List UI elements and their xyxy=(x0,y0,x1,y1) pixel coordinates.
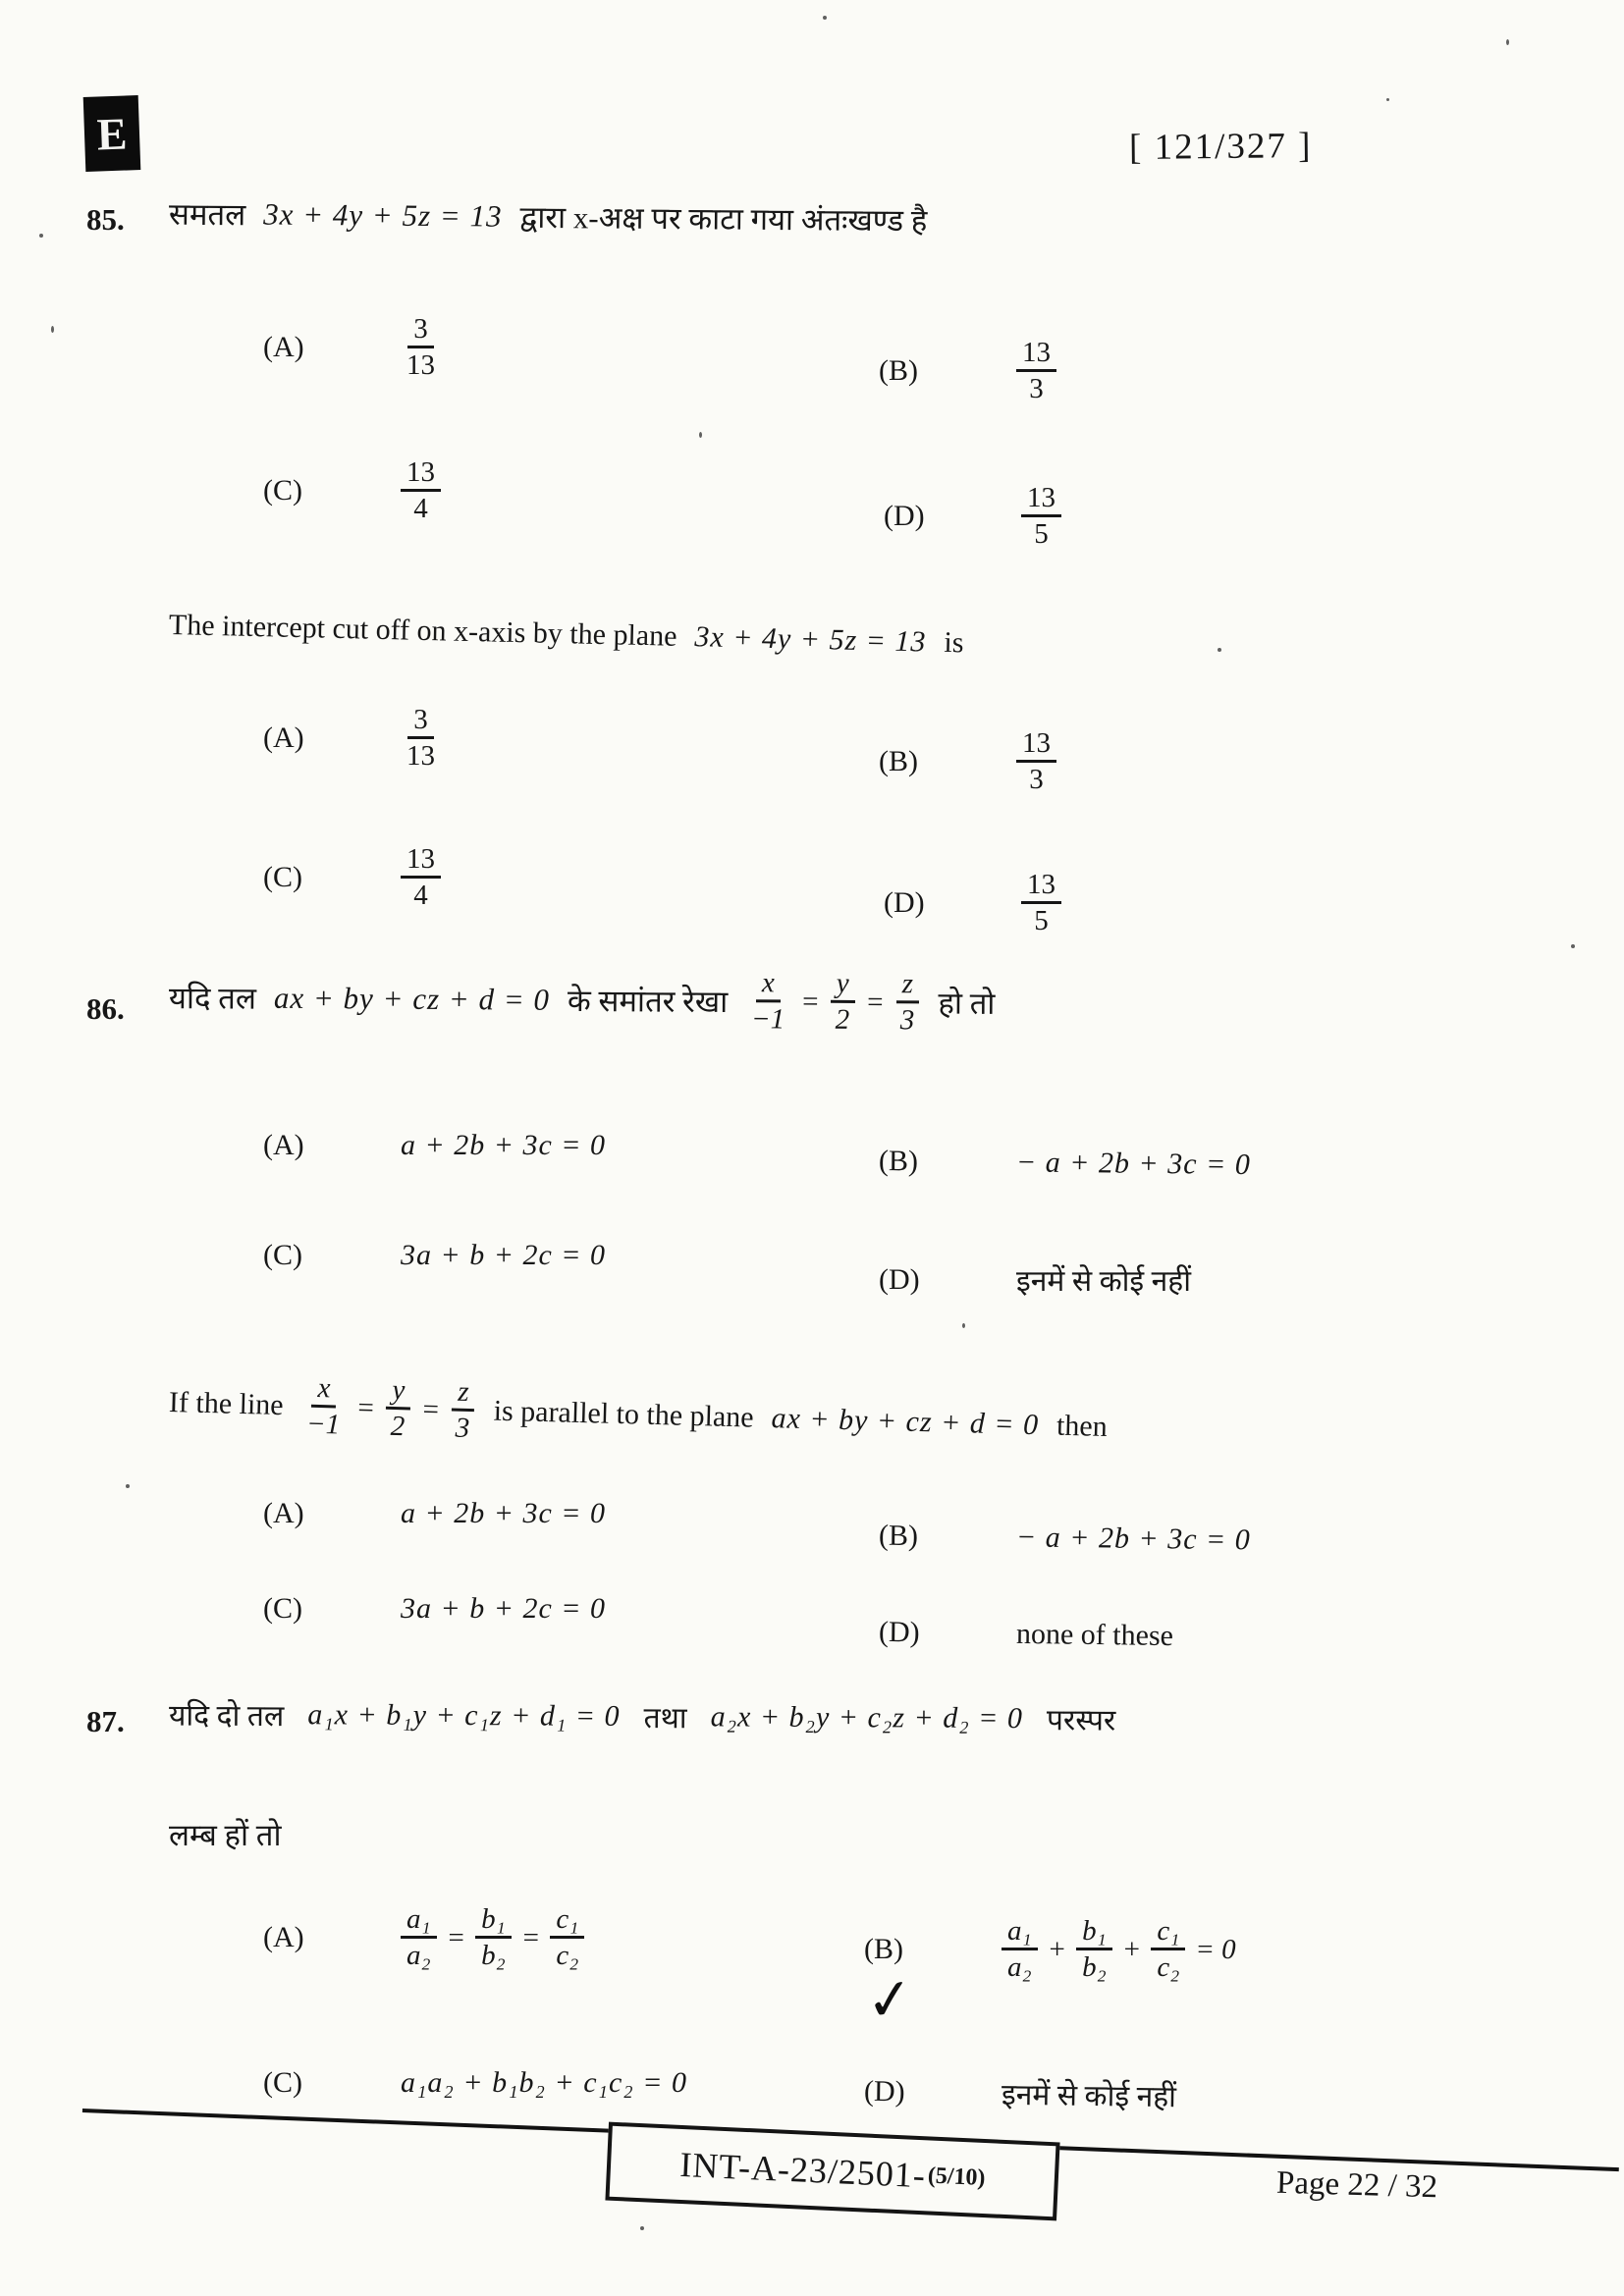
q87-option-a-expression xyxy=(401,1904,584,1972)
question-85-english-statement xyxy=(169,609,964,660)
q87-hindi-mid: तथा xyxy=(643,1702,687,1735)
scan-speck xyxy=(1386,98,1389,101)
scan-speck xyxy=(699,432,702,438)
option-value: none of these xyxy=(1015,1617,1174,1653)
q87-option-b xyxy=(862,1915,1238,2036)
q87-option-c xyxy=(263,2066,687,2100)
option-label: (B) xyxy=(864,1933,903,1966)
q86-line-equation-english xyxy=(300,1373,477,1445)
option-value: इनमें से कोई नहीं xyxy=(1001,2078,1177,2114)
question-86-number: 86. xyxy=(86,991,125,1026)
option-label: (D) xyxy=(879,1262,920,1296)
booklet-series-letter: E xyxy=(95,107,129,160)
equals-sign: = xyxy=(355,1391,376,1424)
fraction: $\frac{\text{c₁}}{\text{c₂}}$ xyxy=(550,1904,584,1972)
q85-english-suffix: is xyxy=(944,625,964,660)
q85-english-option-c xyxy=(263,844,441,912)
q86-hindi-option-d xyxy=(879,1259,1191,1300)
q86-hindi-prefix: यदि तल xyxy=(168,981,257,1016)
paper-code-header: [ 121/327 ] xyxy=(1128,126,1313,168)
option-label: (C) xyxy=(263,1592,302,1625)
scan-speck xyxy=(962,1323,965,1328)
option-label-wrap xyxy=(862,1933,1001,2036)
option-value: इनमें से कोई नहीं xyxy=(1016,1265,1191,1298)
option-label: (A) xyxy=(263,331,304,364)
option-label: (A) xyxy=(263,1497,304,1529)
equals-sign: = xyxy=(520,1921,541,1953)
q85-hindi-prefix: समतल xyxy=(168,196,246,233)
fraction: $\frac{13}{3}$ xyxy=(1016,728,1056,796)
q87-option-b-expression xyxy=(1001,1916,1238,1984)
question-85-hindi-statement xyxy=(169,193,928,241)
question-87-hindi-statement-line2 xyxy=(169,1814,281,1855)
fraction: $\frac{\text{b₁}}{\text{b₂}}$ xyxy=(475,1904,512,1972)
option-value: 3a + b + 2c = 0 xyxy=(401,1592,607,1625)
question-87-hindi-statement-line1 xyxy=(169,1693,1115,1738)
equals-sign: = xyxy=(420,1393,441,1426)
q85-english-option-d xyxy=(884,870,1061,937)
paper-code-suffix: (5/10) xyxy=(927,2162,987,2191)
option-label: (A) xyxy=(263,1129,304,1161)
option-label: (B) xyxy=(878,1145,919,1178)
scan-speck xyxy=(126,1484,130,1488)
q86-hindi-option-b xyxy=(879,1145,1251,1182)
fraction: $\frac{3}{13}$ xyxy=(406,313,435,382)
fraction: $\frac{13}{5}$ xyxy=(1021,483,1061,551)
option-label: (B) xyxy=(879,745,918,778)
q86-hindi-mid: के समांतर रेखा xyxy=(567,984,729,1020)
option-label: (C) xyxy=(263,1239,302,1271)
q86-english-option-c xyxy=(263,1592,606,1626)
q86-english-option-a xyxy=(263,1497,606,1530)
q87-hindi-line2: लम्ब हों तो xyxy=(169,1818,282,1852)
equals-sign: = xyxy=(800,986,820,1018)
fraction: $\frac{13}{3}$ xyxy=(1016,338,1056,405)
question-85-number: 85. xyxy=(86,202,125,237)
fraction: $\frac{x}{-1}$ xyxy=(305,1371,341,1441)
q85-hindi-suffix: द्वारा x-अक्ष पर काटा गया अंतःखण्ड है xyxy=(519,199,928,239)
q86-plane-equation: ax + by + cz + d = 0 xyxy=(273,981,551,1018)
q85-english-prefix: The intercept cut off on x-axis by the plane xyxy=(168,609,677,653)
paper-code-box xyxy=(605,2122,1059,2221)
fraction: $\frac{y}{2}$ xyxy=(384,1375,411,1443)
option-label: (D) xyxy=(863,2074,905,2108)
option-label: (A) xyxy=(263,721,304,755)
scan-speck xyxy=(51,326,54,333)
q85-hindi-option-d xyxy=(884,483,1061,551)
q86-english-mid: is parallel to the plane xyxy=(493,1394,755,1434)
equals-zero: = 0 xyxy=(1195,1933,1236,1965)
fraction: $\frac{\text{a₁}}{\text{a₂}}$ xyxy=(1001,1916,1038,1984)
q85-hindi-option-a xyxy=(263,314,441,382)
scan-speck xyxy=(1506,39,1509,45)
plus-sign: + xyxy=(1121,1933,1142,1965)
q85-english-option-a xyxy=(263,705,441,773)
question-86-english-statement xyxy=(168,1369,1109,1462)
equals-sign: = xyxy=(446,1921,466,1953)
q86-english-option-b xyxy=(879,1520,1251,1558)
q87-plane2-equation: a₂x + b₂y + c₂z + d₂ = 0 xyxy=(710,1699,1024,1735)
scan-speck xyxy=(823,16,827,20)
scan-speck xyxy=(39,234,43,238)
question-86-hindi-statement xyxy=(169,964,996,1037)
q86-hindi-suffix: हो तो xyxy=(938,986,996,1022)
fraction: $\frac{\text{c₁}}{\text{c₂}}$ xyxy=(1151,1916,1185,1984)
fraction: $\frac{\text{a₁}}{\text{a₂}}$ xyxy=(401,1904,437,1972)
plus-sign: + xyxy=(1047,1933,1067,1965)
q87-plane1-equation: a₁x + b₁y + c₁z + d₁ = 0 xyxy=(307,1697,621,1733)
fraction: $\frac{x}{-1}$ xyxy=(750,967,785,1036)
option-value: a + 2b + 3c = 0 xyxy=(401,1129,607,1161)
option-label: (A) xyxy=(263,1921,304,1954)
fraction: $\frac{13}{5}$ xyxy=(1021,870,1061,937)
scan-speck xyxy=(1218,648,1221,652)
option-value: 3a + b + 2c = 0 xyxy=(401,1239,607,1271)
option-label: (D) xyxy=(884,500,925,533)
q86-english-option-d xyxy=(879,1616,1173,1653)
q87-hindi-suffix: परस्पर xyxy=(1046,1704,1116,1737)
q86-line-equation xyxy=(745,968,921,1037)
fraction: $\frac{z}{3}$ xyxy=(449,1377,476,1445)
paper-code: INT-A-23/2501- xyxy=(678,2144,927,2196)
option-label: (B) xyxy=(878,1519,919,1553)
q85-english-option-b xyxy=(879,728,1056,796)
booklet-series-badge xyxy=(83,95,141,172)
option-label: (B) xyxy=(879,354,918,388)
fraction: $\frac{13}{4}$ xyxy=(401,844,441,912)
option-value: − a + 2b + 3c = 0 xyxy=(1015,1146,1251,1181)
scan-speck xyxy=(640,2226,644,2230)
q85-plane-equation-english: 3x + 4y + 5z = 13 xyxy=(694,620,927,659)
option-label: (C) xyxy=(263,474,302,507)
q87-hindi-prefix: यदि दो तल xyxy=(168,1699,285,1734)
answer-checkmark: ✓ xyxy=(862,1963,918,2036)
q85-hindi-option-c xyxy=(263,457,441,525)
fraction: $\frac{z}{3}$ xyxy=(894,969,921,1037)
q87-option-a xyxy=(263,1904,584,1972)
q86-plane-equation-english: ax + by + cz + d = 0 xyxy=(771,1402,1040,1442)
q86-hindi-option-c xyxy=(263,1239,606,1272)
fraction: $\frac{13}{4}$ xyxy=(401,457,441,525)
option-value: a + 2b + 3c = 0 xyxy=(401,1497,607,1529)
option-value: a₁a₂ + b₁b₂ + c₁c₂ = 0 xyxy=(401,2066,687,2099)
q86-english-suffix: then xyxy=(1056,1409,1109,1444)
fraction: $\frac{\text{b₁}}{\text{b₂}}$ xyxy=(1076,1916,1112,1984)
option-label: (D) xyxy=(884,886,925,920)
question-87-number: 87. xyxy=(86,1704,125,1738)
page-indicator: Page 22 / 32 xyxy=(1275,2164,1438,2206)
q86-english-prefix: If the line xyxy=(168,1386,285,1422)
q86-hindi-option-a xyxy=(263,1129,606,1162)
q87-option-d xyxy=(864,2071,1177,2115)
option-value: − a + 2b + 3c = 0 xyxy=(1015,1521,1251,1557)
option-label: (C) xyxy=(263,861,302,894)
option-label: (D) xyxy=(878,1615,920,1649)
q85-plane-equation: 3x + 4y + 5z = 13 xyxy=(263,196,503,234)
fraction: $\frac{y}{2}$ xyxy=(830,969,856,1037)
option-label: (C) xyxy=(263,2066,302,2099)
equals-sign: = xyxy=(865,986,886,1018)
q85-hindi-option-b xyxy=(879,338,1056,405)
scan-speck xyxy=(1571,944,1575,948)
fraction: $\frac{3}{13}$ xyxy=(406,704,435,773)
